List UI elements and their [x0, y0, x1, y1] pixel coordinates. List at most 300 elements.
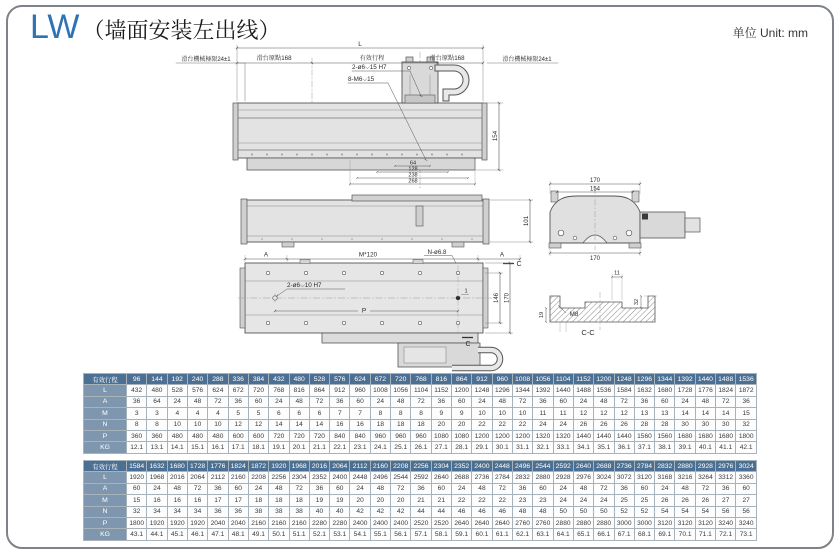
table-cell: 26: [655, 495, 675, 506]
table-cell: 600: [228, 430, 248, 441]
dim-a-right: A: [499, 251, 505, 259]
table-cell: 1440: [553, 385, 573, 396]
table-cell: 13: [634, 408, 654, 419]
table-cell: 23: [512, 495, 532, 506]
table-cell: 42: [350, 506, 370, 517]
table-cell: 20: [431, 419, 451, 430]
table-header-cell: 2928: [695, 461, 715, 472]
table-cell: 22: [492, 419, 512, 430]
table-header-cell: 1344: [655, 374, 675, 385]
table-header-cell: 2976: [716, 461, 736, 472]
table-cell: 22: [472, 419, 492, 430]
table-cell: 46: [492, 506, 512, 517]
table-cell: 2280: [309, 517, 329, 528]
table-cell: 960: [370, 430, 390, 441]
table-cell: 24: [248, 483, 268, 494]
table-header-cell: A: [84, 483, 127, 494]
dim-154-end: 154: [589, 186, 601, 193]
table-header-cell: 1440: [695, 374, 715, 385]
table-cell: 65.1: [573, 529, 593, 540]
section-mark-c-top: C: [516, 261, 522, 268]
table-cell: 2400: [391, 517, 411, 528]
table-header-cell: 768: [411, 374, 431, 385]
dim-11: 11: [614, 270, 620, 277]
table-cell: 34: [187, 506, 207, 517]
table-cell: 7: [330, 408, 350, 419]
table-cell: 40.1: [695, 442, 715, 453]
series-code: LW: [30, 8, 81, 46]
table-cell: 24: [533, 419, 553, 430]
table-cell: 60: [452, 396, 472, 407]
table-cell: 72: [492, 483, 512, 494]
table-cell: 34: [167, 506, 187, 517]
table-header-cell: 960: [492, 374, 512, 385]
table-cell: 72: [187, 483, 207, 494]
table-cell: 72: [309, 396, 329, 407]
table-cell: 20: [350, 495, 370, 506]
table-cell: 25: [614, 495, 634, 506]
table-cell: 48: [573, 483, 593, 494]
table-cell: 26.1: [411, 442, 431, 453]
table-cell: 2736: [472, 472, 492, 483]
table-cell: 15: [127, 495, 147, 506]
table-header-cell: 1728: [187, 461, 207, 472]
table-cell: 37.1: [634, 442, 654, 453]
table-cell: 60: [330, 483, 350, 494]
table-cell: 36: [228, 396, 248, 407]
table-cell: 672: [228, 385, 248, 396]
table-cell: 1680: [716, 430, 736, 441]
table-cell: 12: [228, 419, 248, 430]
table-cell: 22.1: [330, 442, 350, 453]
table-cell: 38: [248, 506, 268, 517]
table-cell: 72: [411, 396, 431, 407]
table-cell: 3264: [695, 472, 715, 483]
table-header-cell: L: [84, 385, 127, 396]
table-cell: 912: [330, 385, 350, 396]
dim-128: 128: [408, 166, 418, 173]
table-row: [84, 529, 757, 540]
dim-p: P: [361, 307, 367, 315]
table-row: [84, 442, 757, 453]
table-cell: 2688: [452, 472, 472, 483]
table-cell: 25.1: [391, 442, 411, 453]
table-cell: 720: [248, 385, 268, 396]
table-cell: 27: [736, 495, 757, 506]
table-cell: 48: [167, 483, 187, 494]
table-cell: 3: [127, 408, 147, 419]
table-cell: 48: [370, 483, 390, 494]
table-cell: 1200: [512, 430, 532, 441]
table-cell: 73.1: [736, 529, 757, 540]
table-cell: 3240: [716, 517, 736, 528]
table-cell: 2880: [594, 517, 614, 528]
table-cell: 480: [147, 385, 167, 396]
table-header-cell: 1392: [675, 374, 695, 385]
table-cell: 2256: [269, 472, 289, 483]
table-cell: 43.1: [127, 529, 147, 540]
table-header-cell: 2784: [634, 461, 654, 472]
table-cell: 48: [187, 396, 207, 407]
table-cell: 1200: [492, 430, 512, 441]
table-cell: 3: [147, 408, 167, 419]
table-cell: 1920: [187, 517, 207, 528]
table-cell: 2160: [228, 472, 248, 483]
table-header-cell: 2016: [309, 461, 329, 472]
table-cell: 1320: [533, 430, 553, 441]
table-cell: 48: [695, 396, 715, 407]
table-cell: 29.1: [472, 442, 492, 453]
table-cell: 1536: [594, 385, 614, 396]
table-header-cell: 144: [147, 374, 167, 385]
table-cell: 2640: [472, 517, 492, 528]
table-cell: 72: [289, 483, 309, 494]
table-header-cell: KG: [84, 529, 127, 540]
table-row: [84, 483, 757, 494]
section-mark-c-bottom: C: [465, 341, 471, 348]
table-cell: 56: [736, 506, 757, 517]
table-cell: 2592: [411, 472, 431, 483]
table-cell: 2928: [553, 472, 573, 483]
table-cell: 3240: [736, 517, 757, 528]
table-cell: 52.1: [309, 529, 329, 540]
table-header-cell: 1584: [127, 461, 147, 472]
table-header-cell: M: [84, 495, 127, 506]
table-header-cell: 432: [269, 374, 289, 385]
table-cell: 21: [411, 495, 431, 506]
table-cell: 36: [716, 483, 736, 494]
table-cell: 60: [127, 483, 147, 494]
table-cell: 44.1: [147, 529, 167, 540]
table-cell: 11: [553, 408, 573, 419]
table-cell: 50: [553, 506, 573, 517]
table-cell: 24: [553, 483, 573, 494]
table-cell: 31.1: [512, 442, 532, 453]
table-row: [84, 430, 757, 441]
table-cell: 2640: [431, 472, 451, 483]
table-cell: 36.1: [614, 442, 634, 453]
table-header-cell: 2256: [411, 461, 431, 472]
table-cell: 24: [452, 483, 472, 494]
table-cell: 57.1: [411, 529, 431, 540]
table-cell: 4: [208, 408, 228, 419]
table-header-cell: 2208: [391, 461, 411, 472]
table-cell: 2520: [411, 517, 431, 528]
table-cell: 18: [248, 495, 268, 506]
table-cell: 72: [512, 396, 532, 407]
table-cell: 3168: [655, 472, 675, 483]
side-view: [241, 195, 533, 247]
table-cell: 1488: [573, 385, 593, 396]
table-cell: 30.1: [492, 442, 512, 453]
table-cell: 360: [147, 430, 167, 441]
table-cell: 2448: [350, 472, 370, 483]
table-cell: 60: [248, 396, 268, 407]
table-cell: 480: [187, 430, 207, 441]
table-header-cell: 1872: [248, 461, 268, 472]
table-cell: 60.1: [472, 529, 492, 540]
stroke-table-2: [83, 460, 757, 541]
table-cell: 1920: [167, 517, 187, 528]
table-cell: 36: [208, 506, 228, 517]
table-header-cell: N: [84, 506, 127, 517]
table-cell: 24: [350, 483, 370, 494]
table-cell: 66.1: [594, 529, 614, 540]
table-header-cell: 1920: [269, 461, 289, 472]
table-cell: 1560: [634, 430, 654, 441]
dim-146: 146: [494, 292, 500, 304]
table-cell: 24.1: [370, 442, 390, 453]
table-cell: 51.1: [289, 529, 309, 540]
table-cell: 30: [695, 419, 715, 430]
table-cell: 1800: [736, 430, 757, 441]
table-cell: 20: [452, 419, 472, 430]
table-row: [84, 419, 757, 430]
table-cell: 6: [309, 408, 329, 419]
table-cell: 1200: [452, 385, 472, 396]
table-cell: 50: [573, 506, 593, 517]
table-cell: 17: [208, 495, 228, 506]
table-cell: 72: [594, 483, 614, 494]
mech-limit-right-label: 滑台機械極限24±1: [502, 57, 552, 63]
table-cell: 28: [655, 419, 675, 430]
table-cell: 8: [147, 419, 167, 430]
table-cell: 48: [269, 483, 289, 494]
table-cell: 36: [228, 506, 248, 517]
unit-label: 单位 Unit: mm: [732, 26, 808, 40]
table-cell: 9: [452, 408, 472, 419]
table-cell: 42: [391, 506, 411, 517]
table-cell: 36: [634, 396, 654, 407]
spec-table: [83, 460, 757, 541]
table-cell: 48: [391, 396, 411, 407]
table-cell: 63.1: [533, 529, 553, 540]
table-cell: 17: [228, 495, 248, 506]
table-cell: 1560: [655, 430, 675, 441]
table-header-cell: 2400: [472, 461, 492, 472]
table-cell: 18.1: [248, 442, 268, 453]
table-header-cell: 2064: [330, 461, 350, 472]
table-cell: 72: [208, 396, 228, 407]
table-cell: 600: [248, 430, 268, 441]
table-header-cell: 有效行程: [84, 461, 127, 472]
table-cell: 34.1: [573, 442, 593, 453]
table-cell: 1680: [655, 385, 675, 396]
table-header-cell: 1248: [614, 374, 634, 385]
table-cell: 1920: [127, 472, 147, 483]
table-cell: 12.1: [127, 442, 147, 453]
table-cell: 2160: [269, 517, 289, 528]
section-view: [539, 271, 657, 338]
table-cell: 3120: [695, 517, 715, 528]
table-cell: 61.1: [492, 529, 512, 540]
table-cell: 2784: [492, 472, 512, 483]
table-header-cell: 96: [127, 374, 147, 385]
table-cell: 72: [716, 396, 736, 407]
table-cell: 864: [309, 385, 329, 396]
table-cell: 26: [614, 419, 634, 430]
table-cell: 30: [716, 419, 736, 430]
table-header-cell: 2832: [655, 461, 675, 472]
table-cell: 52: [634, 506, 654, 517]
table-cell: 36: [309, 483, 329, 494]
table-cell: 9: [431, 408, 451, 419]
table-cell: 54: [675, 506, 695, 517]
table-header-cell: 1008: [512, 374, 532, 385]
table-cell: 3120: [655, 517, 675, 528]
table-cell: 14.1: [167, 442, 187, 453]
table-header-cell: 2736: [614, 461, 634, 472]
mech-limit-left-label: 滑台機械極限24±1: [181, 57, 231, 63]
table-cell: 27: [716, 495, 736, 506]
table-cell: 1440: [614, 430, 634, 441]
table-cell: 45.1: [167, 529, 187, 540]
table-cell: 48: [492, 396, 512, 407]
table-cell: 21: [431, 495, 451, 506]
table-cell: 720: [309, 430, 329, 441]
table-header-cell: 1824: [228, 461, 248, 472]
table-cell: 1440: [573, 430, 593, 441]
table-cell: 36: [431, 396, 451, 407]
table-header-cell: 2448: [492, 461, 512, 472]
table-cell: 54: [695, 506, 715, 517]
table-header-cell: 1056: [533, 374, 553, 385]
table-cell: 7: [350, 408, 370, 419]
table-cell: 72.1: [716, 529, 736, 540]
table-cell: 48: [289, 396, 309, 407]
dim-origin-right: 滑台原點168: [429, 55, 465, 62]
table-header-cell: 1200: [594, 374, 614, 385]
table-header-cell: 1536: [736, 374, 757, 385]
table-header-cell: 1104: [553, 374, 573, 385]
table-cell: 18: [289, 495, 309, 506]
table-cell: 24: [655, 483, 675, 494]
table-row: [84, 396, 757, 407]
table-cell: 1296: [492, 385, 512, 396]
table-header-cell: P: [84, 517, 127, 528]
dim-L: L: [358, 41, 362, 48]
table-cell: 40: [330, 506, 350, 517]
table-cell: 35.1: [594, 442, 614, 453]
table-cell: 2400: [330, 472, 350, 483]
table-cell: 39.1: [675, 442, 695, 453]
table-cell: 4: [187, 408, 207, 419]
table-cell: 2304: [289, 472, 309, 483]
table-cell: 23.1: [350, 442, 370, 453]
table-cell: 2400: [350, 517, 370, 528]
dim-154: 154: [492, 130, 499, 142]
table-cell: 2760: [512, 517, 532, 528]
table-cell: 1968: [147, 472, 167, 483]
table-cell: 576: [187, 385, 207, 396]
table-header-cell: 864: [452, 374, 472, 385]
table-cell: 32: [127, 506, 147, 517]
table-cell: 3216: [675, 472, 695, 483]
table-cell: 36: [533, 396, 553, 407]
table-cell: 960: [350, 385, 370, 396]
table-cell: 1344: [512, 385, 532, 396]
table-cell: 23: [533, 495, 553, 506]
table-cell: 27.1: [431, 442, 451, 453]
table-cell: 2352: [309, 472, 329, 483]
table-cell: 2976: [573, 472, 593, 483]
table-cell: 2760: [533, 517, 553, 528]
table-cell: 34: [147, 506, 167, 517]
table-cell: 6: [289, 408, 309, 419]
table-header-cell: 336: [228, 374, 248, 385]
table-cell: 528: [167, 385, 187, 396]
table-cell: 2208: [248, 472, 268, 483]
table-cell: 2400: [370, 517, 390, 528]
table-cell: 19: [309, 495, 329, 506]
table-cell: 20: [370, 495, 390, 506]
table-cell: 3120: [634, 472, 654, 483]
table-cell: 55.1: [370, 529, 390, 540]
table-cell: 59.1: [452, 529, 472, 540]
table-header-cell: P: [84, 430, 127, 441]
section-caption: C-C: [581, 328, 595, 337]
table-cell: 49.1: [248, 529, 268, 540]
table-cell: 10: [472, 408, 492, 419]
table-cell: 14: [675, 408, 695, 419]
plan-view: [238, 249, 522, 368]
table-header-cell: 1296: [634, 374, 654, 385]
table-header-cell: 1680: [167, 461, 187, 472]
table-cell: 960: [411, 430, 431, 441]
table-cell: 22: [512, 419, 532, 430]
table-header-cell: 2112: [350, 461, 370, 472]
table-cell: 46: [452, 506, 472, 517]
table-header-cell: 2160: [370, 461, 390, 472]
table-cell: 38: [269, 506, 289, 517]
table-cell: 12: [594, 408, 614, 419]
table-cell: 10: [167, 419, 187, 430]
table-cell: 54.1: [350, 529, 370, 540]
table-cell: 14: [695, 408, 715, 419]
table-cell: 19.1: [269, 442, 289, 453]
table-header-cell: 有效行程: [84, 374, 127, 385]
front-view: [176, 41, 558, 190]
table-cell: 47.1: [208, 529, 228, 540]
table-cell: 24: [573, 396, 593, 407]
table-cell: 480: [167, 430, 187, 441]
table-header-cell: 1488: [716, 374, 736, 385]
table-cell: 32.1: [533, 442, 553, 453]
table-header-cell: 1632: [147, 461, 167, 472]
table-cell: 64: [147, 396, 167, 407]
table-cell: 28: [634, 419, 654, 430]
dim-238: 238: [408, 172, 418, 179]
table-cell: 16: [187, 495, 207, 506]
table-cell: 2112: [208, 472, 228, 483]
hole-note-1: 2-ø6⌵15 H7: [352, 64, 387, 71]
stroke-table-1: [83, 373, 757, 454]
table-cell: 10: [187, 419, 207, 430]
table-header-cell: 2352: [452, 461, 472, 472]
table-cell: 36: [736, 396, 757, 407]
table-cell: 840: [350, 430, 370, 441]
table-cell: 24: [167, 396, 187, 407]
table-cell: 2040: [228, 517, 248, 528]
table-cell: 60: [553, 396, 573, 407]
table-cell: 16: [167, 495, 187, 506]
table-cell: 10: [208, 419, 228, 430]
table-cell: 46: [472, 506, 492, 517]
table-header-cell: 3024: [736, 461, 757, 472]
table-cell: 70.1: [675, 529, 695, 540]
table-cell: 2640: [452, 517, 472, 528]
table-cell: 28.1: [452, 442, 472, 453]
